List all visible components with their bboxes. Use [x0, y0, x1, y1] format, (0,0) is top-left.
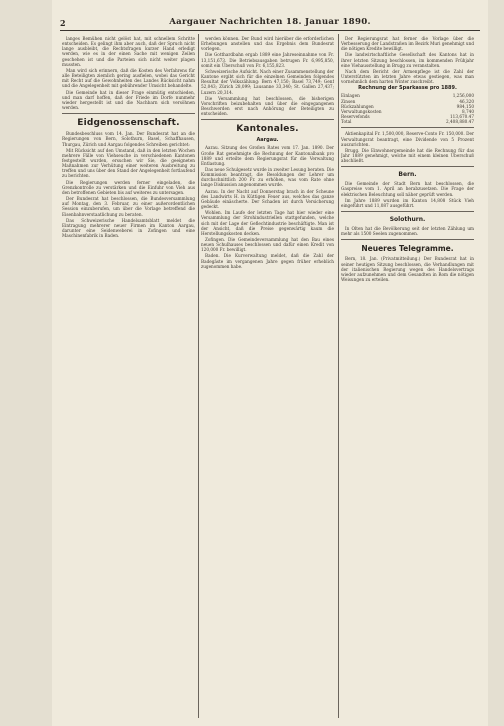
section-heading: Solothurn. [341, 211, 474, 223]
place-heading: Aargau. [256, 137, 279, 144]
article-paragraph: Im Jahre 1889 wurden im Kanton 14,808 Stück Vieh eingeführt und 11,087 ausgeführt. [341, 197, 474, 208]
row-value: 46,320 [459, 98, 474, 104]
table-row [341, 119, 474, 124]
article-paragraph: Die landwirtschaftliche Gesellschaft des Kantons hat in ihrer letzten Sitzung beschlossen, im kommenden Frühjahr eine Viehausstellung in Brugg zu veranstalten. [341, 52, 474, 68]
page-margin-right [488, 0, 504, 726]
row-label: Rückzahlungen [341, 103, 374, 109]
row-value: 984,150 [456, 103, 474, 109]
article-paragraph: Zofingen. Die Gemeindeversammlung hat den Bau eines neuen Schulhauses beschlossen und dafür einen Kredit von 120,000 Fr. bewilligt. [201, 237, 334, 253]
article-paragraph: Die Gotthardbahn ergab 1889 eine Jahreseinnahme von Fr. 13,151,673. Die Betriebsausgaben betrugen Fr. 6,995,850, somit ein Überschuß von Fr. 6,155,823. [201, 52, 334, 68]
article-paragraph: Baden. Die Kurverwaltung meldet, daß die Zahl der Badegäste im vergangenen Jahre gegen früher erheblich zugenommen habe. [201, 253, 334, 269]
article-paragraph: Der Regierungsrat hat ferner die Vorlage über die Verbesserung der Landstraßen im Bezirk Muri genehmigt und die nötigen Kredite bewilligt. [341, 36, 474, 52]
table-heading: Rechnung der Sparkasse pro 1889. [358, 85, 457, 92]
article-paragraph: langes Bemühen nicht gelöst hat, mit schnellem Schritte entscheiden. Es gelingt ihm aber auch, daß der Spruch nicht lange ausbleibt, die Rechtsfragen kurzer Hand erledigt werden, wie es in der einen Sache mit wenigen Zeilen geschehen ist und die Parteien sich nicht weiter plagen mussten. [62, 36, 195, 67]
page-number: 2 [60, 18, 66, 28]
header-title: Aargauer Nachrichten 18. Januar 1890. [169, 17, 371, 27]
row-label: Einlagen [341, 93, 360, 99]
article-paragraph: Bundesbeschluss vom 14. Jan. Der Bundesrat hat an die Regierungen von Bern, Solothurn, Basel, Schaffhausen, Thurgau, Zürich und Aargau folgendes Schreiben gerichtet: [62, 131, 195, 147]
page-margin-left [0, 0, 52, 726]
row-value: 8,740 [462, 108, 474, 114]
article-paragraph: Schweizerische Aufsicht. Nach einer Zusammenstellung der Kantone ergibt sich für die einzelnen Gemeinden folgendes Resultat der Volkszählung: Bern 47,150; Basel 73,749; Genf 52,043; Zürich 28,099; Lausanne 33,340; St. Gallen 27,437; Luzern 20,314. [201, 68, 334, 95]
row-value: 113,670.47 [450, 114, 474, 120]
article-paragraph: Mit Rücksicht auf den Umstand, daß in den letzten Wochen mehrere Fälle von Viehseuche in verschiedenen Kantonen festgestellt wurden, ersuchen wir Sie, die geeigneten Maßnahmen zur Verhütung einer weiteren Ausbreitung zu treffen und uns über den Stand der Angelegenheit fortlaufend zu berichten. [62, 147, 195, 179]
column-divider [198, 34, 199, 718]
section-heading: Neueres Telegramme. [341, 239, 474, 253]
article-paragraph: Die Versammlung hat beschlossen, die bisherigen Vorschriften beizubehalten und über die eingegangenen Beschwerden erst nach Anhörung der Beteiligten zu entscheiden. [201, 95, 334, 117]
article-paragraph: Die Regierungen werden ferner eingeladen, die Grenzkontrolle zu verstärken und die Einfuhr von Vieh aus den betroffenen Gebieten bis auf weiteres zu untersagen. [62, 179, 195, 195]
row-label: Verwaltungskosten [341, 108, 382, 114]
article-paragraph: Bern, 18. Jan. (Privatmitteilung.) Der Bundesrat hat in seiner heutigen Sitzung beschlossen, die Verhandlungen mit der italienischen Regierung wegen des Handelsvertrags wieder aufzunehmen und dem Gesandten in Rom die nötigen Weisungen zu erteilen. [341, 256, 474, 282]
article-paragraph: Aktienkapital Fr. 1,500,000, Reserve-Conto Fr. 150,000. Der Verwaltungsrat beantragt, eine Dividende von 5 Prozent auszurichten. [341, 131, 474, 147]
article-paragraph: Die Gemeinde hat in dieser Frage einmütig entschieden, und man darf hoffen, daß der Friede im Dorfe nunmehr wieder hergestellt ist und die Nachbarn sich versöhnen werden. [62, 89, 195, 111]
section-heading: Eidgenossenschaft. [62, 113, 195, 128]
article-paragraph: werden können. Der Bund wird hierüber die erforderlichen Erhebungen anstellen und das Ergebnis dem Bundesrat vorlegen. [201, 36, 334, 52]
article-paragraph: Das Schweizerische Handelsamtsblatt meldet die Eintragung mehrerer neuer Firmen im Kanton Aargau, darunter eine Seidenweberei in Zofingen und eine Maschinenfabrik in Baden. [62, 217, 195, 239]
column-3 [341, 36, 474, 720]
section-heading: Kantonales. [201, 119, 334, 134]
article-paragraph: Der Bundesrat hat beschlossen, die Bundesversammlung auf Montag, den 3. Februar, zu einer außerordentlichen Session einzuberufen, um über die Vorlage betreffend die Eisenbahnverstaatlichung zu beraten. [62, 196, 195, 217]
article-paragraph: Wohlen. Im Laufe der letzten Tage hat hier wieder eine Versammlung der Strohindustriellen stattgefunden, welche sich mit der Lage der Geflechtindustrie beschäftigte. Man ist der Ansicht, daß die Preise gegenwärtig kaum die Herstellungskosten decken. [201, 210, 334, 236]
section-heading: Bern. [341, 166, 474, 178]
row-label: Total [341, 119, 352, 125]
column-2 [201, 36, 334, 720]
article-paragraph: Aarau. Sitzung des Großen Rates vom 17. Jan. 1890. Der Große Rat genehmigte die Rechnung der Kantonalbank pro 1889 und erteilte dem Regierungsrat für die Verwaltung Entlastung. [201, 145, 334, 166]
article-paragraph: Aarau. In der Nacht auf Donnerstag brach in der Scheune des Landwirts H. in Küttigen Feuer aus, welches das ganze Gebäude einäscherte. Der Schaden ist durch Versicherung gedeckt. [201, 188, 334, 210]
row-value: 2,408,880.47 [446, 119, 474, 125]
column-divider [338, 34, 339, 718]
article-paragraph: Nach dem Bericht der Armenpflege ist die Zahl der Unterstützten im letzten Jahre etwas gestiegen, was man vornehmlich dem harten Winter zuschreibt. [341, 68, 474, 85]
divider [341, 127, 474, 128]
running-header [60, 16, 480, 31]
article-paragraph: In Olten hat die Bevölkerung seit der letzten Zählung um mehr als 1500 Seelen zugenommen. [341, 226, 474, 237]
row-label: Zinsen [341, 98, 356, 104]
row-value: 1,256,000 [452, 93, 474, 99]
article-paragraph: Man wird sich erinnern, daß die Kosten des Verfahrens für alle Beteiligten ziemlich gering ausfielen, wobei das Gericht mit Recht auf die Gewohnheiten des Landes Rücksicht nahm und die Angelegenheit mit gebührender Umsicht behandelte. [62, 67, 195, 89]
column-1 [62, 36, 195, 720]
row-label: Reservefonds [341, 114, 370, 120]
article-paragraph: Das neue Schulgesetz wurde in zweiter Lesung beraten. Die Kommission beantragt, die Besoldungen der Lehrer um durchschnittlich 200 Fr. zu erhöhen, was vom Rate ohne lange Diskussion angenommen wurde. [201, 166, 334, 188]
article-paragraph: Die Gemeinde der Stadt Bern hat beschlossen, die Gaspreise vom 1. April an herabzusetzen. Die Frage der elektrischen Beleuchtung soll näher geprüft werden. [341, 181, 474, 197]
article-paragraph: Brugg. Die Einwohnergemeinde hat die Rechnung für das Jahr 1889 genehmigt, welche mit einem kleinen Überschuß abschließt. [341, 147, 474, 164]
